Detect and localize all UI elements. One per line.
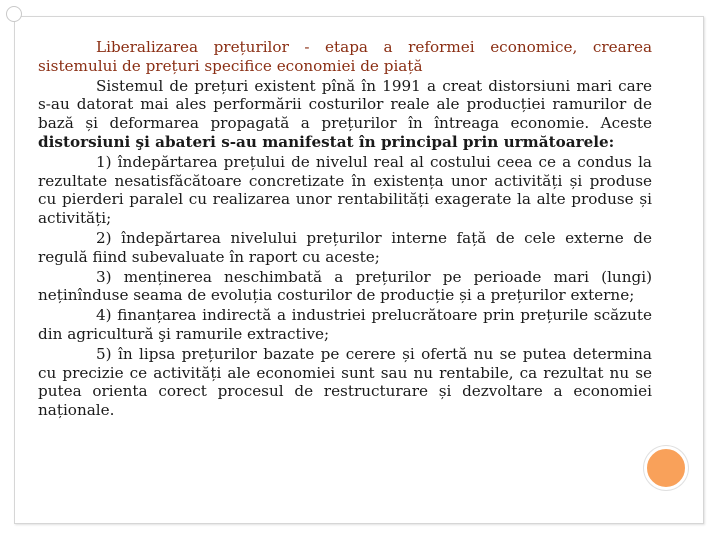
intro-paragraph <box>38 77 652 152</box>
decorative-circle-orange <box>644 446 688 490</box>
slide-title: Liberalizarea prețurilor - etapa a reformei economice, crearea sistemului de prețuri specifice economiei de piață <box>38 38 652 75</box>
list-item: 1) îndepărtarea prețului de nivelul real al costului ceea ce a condus la rezultate nesatisfăcătoare concretizate în existența unor activități și produse cu pierderi paralel cu realizarea unor rentabilități exagerate la alte produse și activități; <box>38 152 652 228</box>
decorative-circle-top-left <box>6 6 22 22</box>
list-item: 2) îndepărtarea nivelului prețurilor interne față de cele externe de regulă fiind subevaluate în raport cu aceste; <box>38 228 652 266</box>
list-item: 3) menținerea neschimbată a prețurilor pe perioade mari (lungi) neținînduse seama de evoluția costurilor de producție și a prețurilor externe; <box>38 267 652 305</box>
list-item: 5) în lipsa prețurilor bazate pe cerere și ofertă nu se putea determina cu precizie ce activități ale economiei sunt sau nu rentabile, ca rezultat nu se putea orienta corect procesul de restructurare și dezvoltare a economiei naționale. <box>38 344 652 420</box>
list-item: 4) finanțarea indirectă a industriei prelucrătoare prin prețurile scăzute din agricultură şi ramurile extractive; <box>38 306 652 343</box>
slide-content <box>38 38 652 421</box>
intro-text: Sistemul de prețuri existent pînă în 1991 a creat distorsiuni mari care s-au datorat mai ales performării costurilor reale ale producției ramurilor de bază și deformarea propagată a prețurilor în întreaga economie. Aceste <box>38 76 652 133</box>
intro-bold-text: distorsiuni şi abateri s-au manifestat în principal prin următoarele: <box>38 132 615 151</box>
